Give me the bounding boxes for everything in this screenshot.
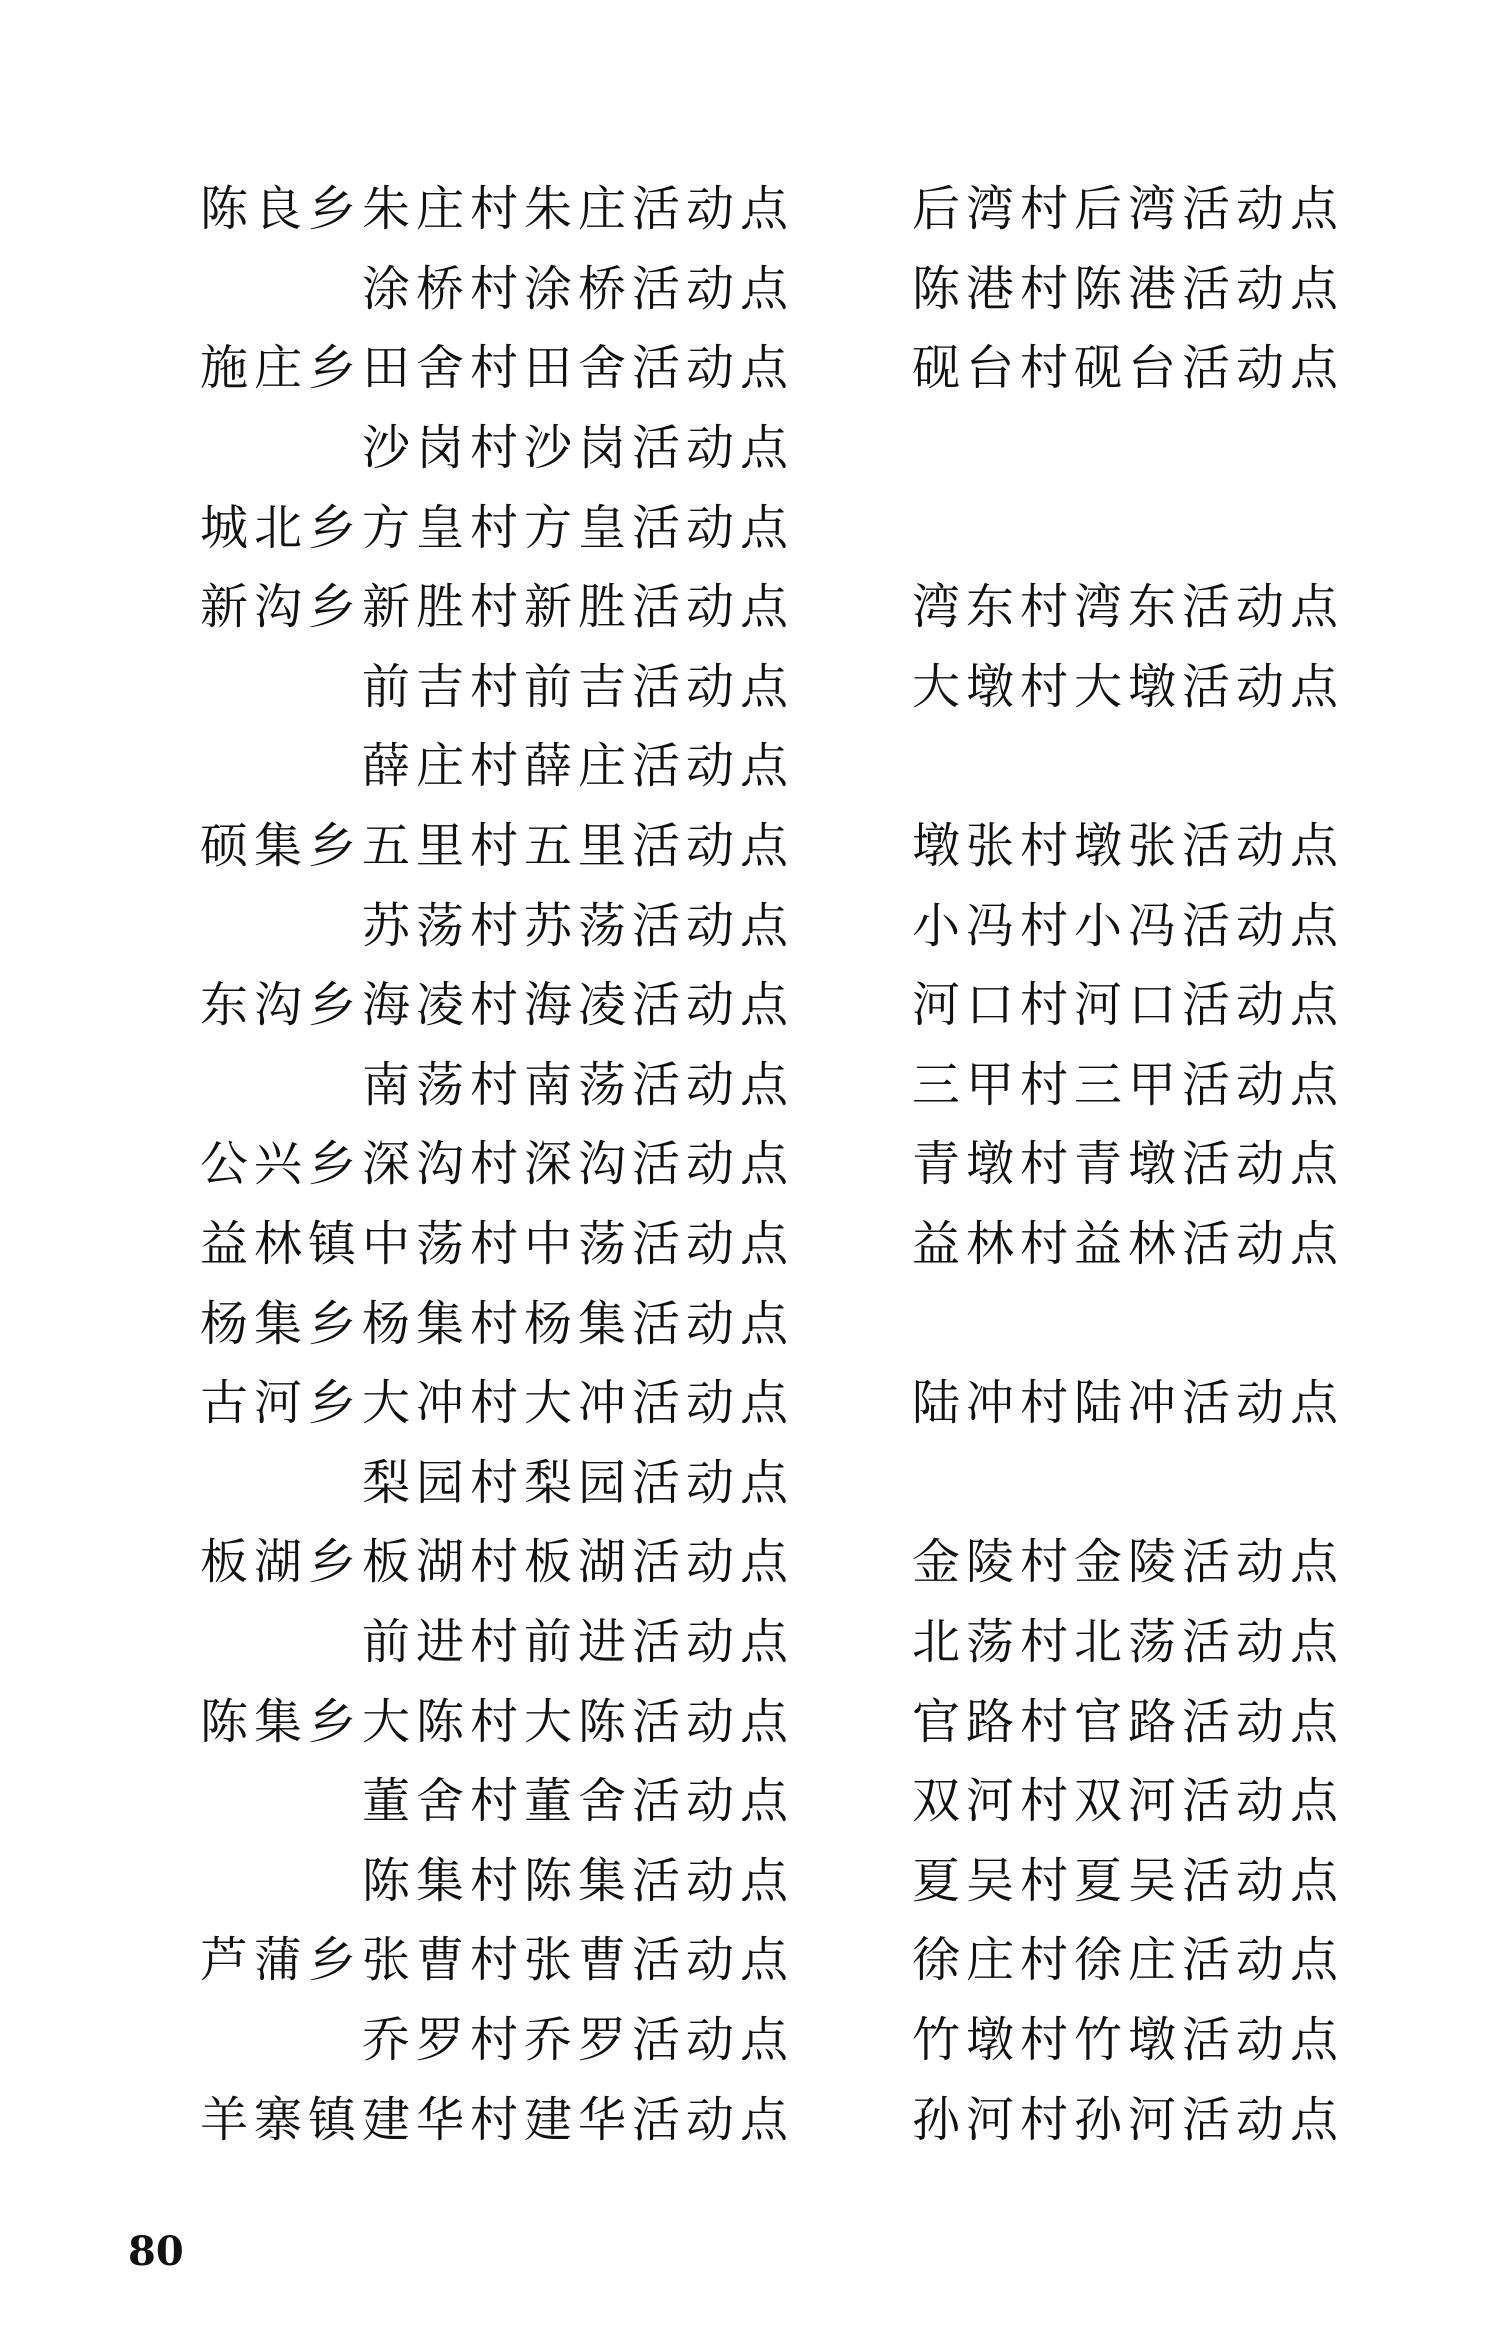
township-name: 羊寨镇 [200,2091,363,2148]
list-item [200,483,1360,563]
village-activity-point: 沙岗村沙岗活动点 [362,420,795,477]
list-item [200,1200,1360,1280]
activity-point-list [200,165,1360,2155]
list-item [200,881,1360,961]
village-activity-point: 海凌村海凌活动点 [362,977,795,1034]
list-item [200,722,1360,802]
list-item [200,1279,1360,1359]
village-activity-point: 五里村五里活动点 [362,818,795,875]
village-activity-point: 薛庄村薛庄活动点 [362,738,795,795]
township-name: 杨集乡 [200,1295,363,1352]
list-item [200,1836,1360,1916]
village-activity-point-right: 夏吴村夏吴活动点 [912,1852,1345,1909]
township-name: 城北乡 [200,499,363,556]
village-activity-point: 中荡村中荡活动点 [362,1216,795,1273]
township-name [200,250,362,319]
list-item [200,404,1360,484]
list-item [200,1996,1360,2076]
village-activity-point-right: 益林村益林活动点 [912,1216,1345,1273]
list-item [200,2075,1360,2155]
township-name: 新沟乡 [200,579,363,636]
township-name [200,1762,362,1831]
township-name: 公兴乡 [200,1136,363,1193]
township-name [200,2001,362,2070]
list-item [200,1041,1360,1121]
village-activity-point: 深沟村深沟活动点 [362,1136,795,1193]
village-activity-point: 涂桥村涂桥活动点 [362,260,795,317]
township-name [200,1603,362,1672]
list-item [200,563,1360,643]
township-name: 硕集乡 [200,818,363,875]
list-item [200,643,1360,723]
township-name: 板湖乡 [200,1534,363,1591]
village-activity-point: 新胜村新胜活动点 [362,579,795,636]
list-item [200,1757,1360,1837]
village-activity-point-right: 徐庄村徐庄活动点 [912,1932,1345,1989]
village-activity-point-right: 陈港村陈港活动点 [912,260,1345,317]
village-activity-point-right: 湾东村湾东活动点 [912,579,1345,636]
list-item [200,1916,1360,1996]
village-activity-point-right: 北荡村北荡活动点 [912,1613,1345,1670]
list-item [200,245,1360,325]
township-name [200,1842,362,1911]
township-name [200,1046,362,1115]
township-name: 芦蒲乡 [200,1932,363,1989]
village-activity-point-right: 孙河村孙河活动点 [912,2091,1345,2148]
township-name: 陈良乡 [200,181,363,238]
village-activity-point: 板湖村板湖活动点 [362,1534,795,1591]
village-activity-point-right: 小冯村小冯活动点 [912,897,1345,954]
list-item [200,961,1360,1041]
village-activity-point-right: 墩张村墩张活动点 [912,818,1345,875]
village-activity-point: 乔罗村乔罗活动点 [362,2011,795,2068]
village-activity-point: 前吉村前吉活动点 [362,658,795,715]
village-activity-point-right: 双河村双河活动点 [912,1773,1345,1830]
village-activity-point-right: 河口村河口活动点 [912,977,1345,1034]
village-activity-point-right: 陆冲村陆冲活动点 [912,1375,1345,1432]
township-name [200,887,362,956]
village-activity-point: 张曹村张曹活动点 [362,1932,795,1989]
list-item [200,1598,1360,1678]
village-activity-point: 大陈村大陈活动点 [362,1693,795,1750]
village-activity-point: 南荡村南荡活动点 [362,1056,795,1113]
list-item [200,1518,1360,1598]
village-activity-point: 杨集村杨集活动点 [362,1295,795,1352]
township-name: 陈集乡 [200,1693,363,1750]
township-name: 施庄乡 [200,340,363,397]
village-activity-point-right: 金陵村金陵活动点 [912,1534,1345,1591]
village-activity-point: 方皇村方皇活动点 [362,499,795,556]
village-activity-point: 梨园村梨园活动点 [362,1454,795,1511]
township-name [200,727,362,796]
village-activity-point: 建华村建华活动点 [362,2091,795,2148]
list-item [200,1359,1360,1439]
village-activity-point-right: 三甲村三甲活动点 [912,1056,1345,1113]
list-item [200,324,1360,404]
list-item [200,165,1360,245]
village-activity-point-right: 竹墩村竹墩活动点 [912,2011,1345,2068]
village-activity-point-right: 大墩村大墩活动点 [912,658,1345,715]
village-activity-point: 苏荡村苏荡活动点 [362,897,795,954]
village-activity-point-right: 青墩村青墩活动点 [912,1136,1345,1193]
village-activity-point: 朱庄村朱庄活动点 [362,181,795,238]
township-name: 古河乡 [200,1375,363,1432]
village-activity-point-right: 砚台村砚台活动点 [912,340,1345,397]
village-activity-point: 董舍村董舍活动点 [362,1773,795,1830]
page-number: 80 [128,2228,184,2275]
township-name [200,1444,362,1513]
township-name: 益林镇 [200,1216,363,1273]
township-name: 东沟乡 [200,977,363,1034]
township-name [200,409,362,478]
list-item [200,802,1360,882]
list-item [200,1120,1360,1200]
village-activity-point-right: 后湾村后湾活动点 [912,181,1345,238]
list-item [200,1677,1360,1757]
list-item [200,1439,1360,1519]
village-activity-point: 田舍村田舍活动点 [362,340,795,397]
village-activity-point-right: 官路村官路活动点 [912,1693,1345,1750]
village-activity-point: 前进村前进活动点 [362,1613,795,1670]
township-name [200,648,362,717]
village-activity-point: 陈集村陈集活动点 [362,1852,795,1909]
village-activity-point: 大冲村大冲活动点 [362,1375,795,1432]
